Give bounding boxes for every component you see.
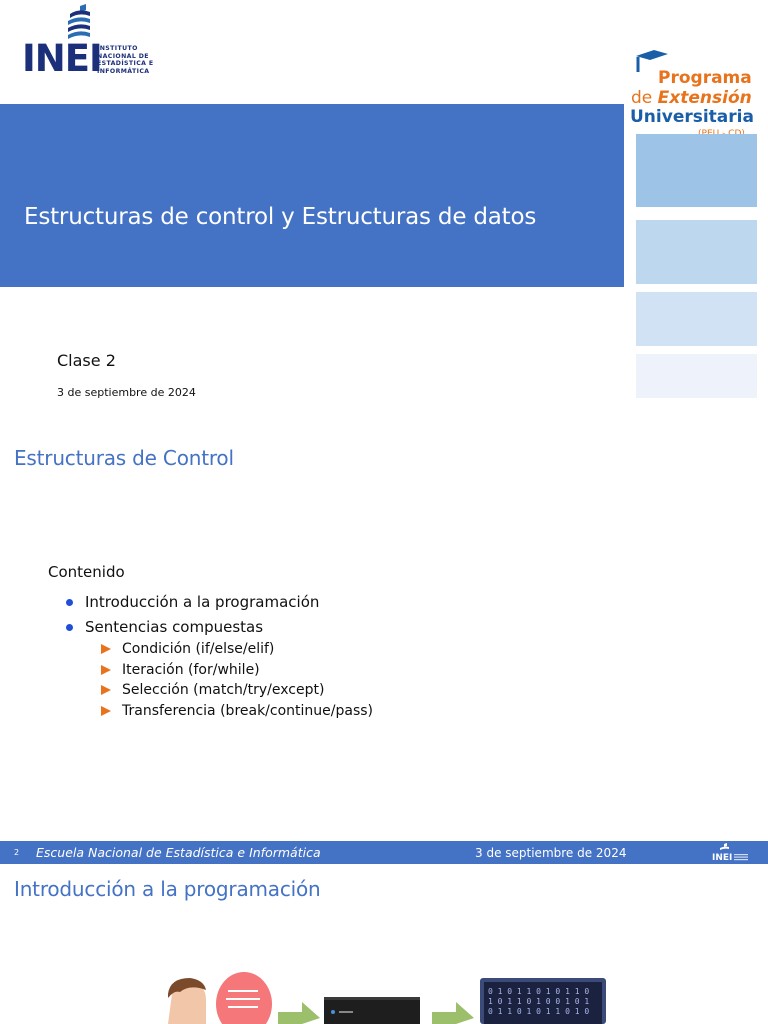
bullet-dot-icon: [66, 624, 73, 631]
bullet-dot-icon: [66, 599, 73, 606]
svg-text:INEI: INEI: [712, 853, 733, 862]
page-number: 2: [14, 848, 20, 857]
person-icon: [168, 978, 206, 1024]
triangle-bullet-icon: [101, 644, 111, 654]
peu-logo: [628, 48, 762, 143]
inei-logo: [22, 4, 162, 80]
presentation-title: Estructuras de control y Estructuras de datos: [24, 204, 537, 230]
sublist-item: Iteración (for/while): [101, 660, 373, 681]
programming-illustration: [160, 968, 620, 1024]
arrow-right-icon: [432, 1002, 474, 1024]
binary-screen-icon: [480, 978, 606, 1024]
list-item-label: Introducción a la programación: [85, 593, 320, 611]
decor-box-1: [636, 134, 757, 207]
list-item-label: Sentencias compuestas: [85, 618, 264, 636]
footer-school: Escuela Nacional de Estadística e Informática: [36, 845, 321, 860]
svg-text:0 1 0 1 1 0 1 0 1 1 0: 0 1 0 1 1 0 1 0 1 1 0: [488, 987, 590, 996]
contents-slide-title: Estructuras de Control: [14, 446, 234, 470]
triangle-bullet-icon: [101, 706, 111, 716]
footer-date: 3 de septiembre de 2024: [475, 846, 627, 860]
sublist: [101, 639, 373, 721]
arrow-right-icon: [278, 1002, 320, 1024]
intro-slide-title: Introducción a la programación: [14, 877, 321, 901]
peu-line-extension: de Extensión: [631, 88, 752, 108]
inei-footer-logo-icon: [712, 843, 750, 862]
decor-box-4: [636, 354, 757, 398]
title-band: [0, 104, 624, 287]
triangle-bullet-icon: [101, 685, 111, 695]
slide-footer: [0, 841, 768, 864]
sublist-item: Condición (if/else/elif): [101, 639, 373, 660]
triangle-bullet-icon: [101, 665, 111, 675]
presentation-subtitle: Clase 2: [57, 351, 116, 370]
contents-list: [66, 590, 373, 721]
contents-heading: Contenido: [48, 563, 125, 581]
code-editor-icon: [324, 997, 420, 1024]
speech-bubble-icon: [216, 972, 272, 1024]
list-item: [66, 590, 373, 615]
svg-text:0 1 1 0 1 0 1 1 0 1 0: 0 1 1 0 1 0 1 1 0 1 0: [488, 1007, 590, 1016]
decor-box-2: [636, 220, 757, 284]
sublist-item: Selección (match/try/except): [101, 680, 373, 701]
svg-text:1 0 1 1 0 1 0 0 1 0 1: 1 0 1 1 0 1 0 0 1 0 1: [488, 997, 590, 1006]
peu-line-programa: Programa: [658, 68, 752, 88]
inei-subtitle: INSTITUTO NACIONAL DE ESTADÍSTICA E INFORMÁTICA: [97, 45, 154, 75]
list-item: [66, 615, 373, 721]
sublist-item: Transferencia (break/continue/pass): [101, 701, 373, 722]
decor-box-3: [636, 292, 757, 346]
inei-wordmark: INEI: [22, 37, 102, 80]
presentation-date: 3 de septiembre de 2024: [57, 386, 196, 399]
peu-line-universitaria: Universitaria: [630, 107, 754, 127]
